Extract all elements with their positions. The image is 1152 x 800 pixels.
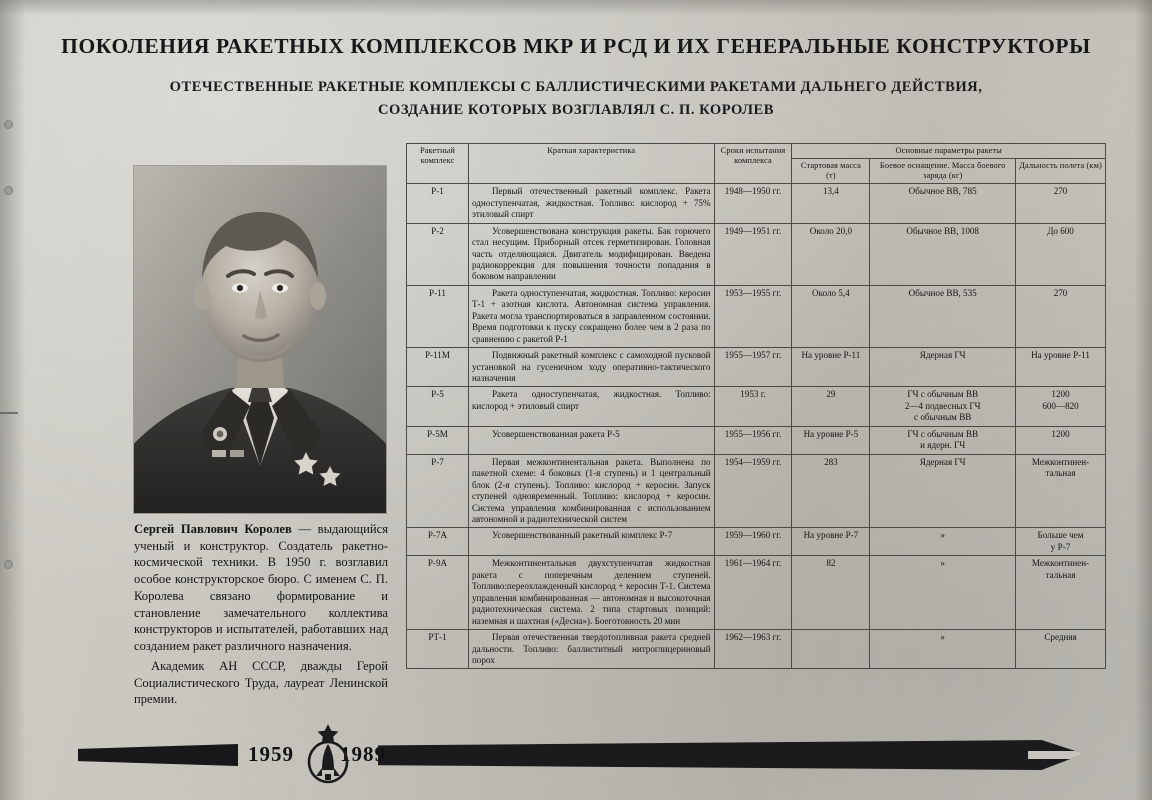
- th-dates: Сроки испытания комплекса: [714, 144, 792, 184]
- cell-characteristic: Первый отечественный ракетный комплекс. Ракета одноступенчатая, жидкостная. Топливо: кислород + 75% этиловый спирт: [468, 184, 714, 223]
- page-edge-top: [0, 0, 1152, 16]
- ribbon-left: [78, 744, 238, 766]
- cell-mass: 283: [792, 454, 870, 528]
- th-range: Дальность полета (км): [1016, 159, 1106, 184]
- cell-characteristic: Усовершенствована конструкция ракеты. Бак горючего стал несущим. Приборный отсек герметизирован. Головная часть отделяющаяся. Двигатель модифицирован. Введена радиокоррекция для повышения точности попадания в боковом направлении: [468, 223, 714, 285]
- table-row: [407, 348, 1106, 387]
- bio-paragraph-1: [134, 521, 388, 655]
- cell-mass: 29: [792, 387, 870, 426]
- cell-warhead: Ядерная ГЧ: [870, 348, 1016, 387]
- cell-dates: 1953 г.: [714, 387, 792, 426]
- cell-warhead: »: [870, 556, 1016, 630]
- cell-complex: Р-11М: [407, 348, 469, 387]
- table-row: [407, 223, 1106, 285]
- portrait-frame: [134, 166, 386, 513]
- portrait-image: [134, 166, 386, 513]
- page-subtitle-line1: ОТЕЧЕСТВЕННЫЕ РАКЕТНЫЕ КОМПЛЕКСЫ С БАЛЛИСТИЧЕСКИМИ РАКЕТАМИ ДАЛЬНЕГО ДЕЙСТВИЯ,: [169, 79, 983, 95]
- cell-range: Больше чем у Р-7: [1016, 528, 1106, 556]
- rocket-complex-table: [406, 143, 1106, 669]
- table-head: [407, 144, 1106, 184]
- margin-dot: [4, 120, 13, 129]
- table-row: [407, 426, 1106, 454]
- cell-range: 270: [1016, 184, 1106, 223]
- cell-characteristic: Подвижный ракетный комплекс с самоходной пусковой установкой на гусеничном ходу оперативно-тактического назначения: [468, 348, 714, 387]
- specs-table-container: [406, 143, 1106, 669]
- th-complex: Ракетный комплекс: [407, 144, 469, 184]
- cell-dates: 1955—1956 гг.: [714, 426, 792, 454]
- cell-range: 1200 600—820: [1016, 387, 1106, 426]
- cell-range: На уровне Р-11: [1016, 348, 1106, 387]
- page-title: ПОКОЛЕНИЯ РАКЕТНЫХ КОМПЛЕКСОВ МКР И РСД И ИХ ГЕНЕРАЛЬНЫЕ КОНСТРУКТОРЫ: [61, 34, 1091, 58]
- page-subtitle: [0, 76, 1152, 121]
- cell-dates: 1954—1959 гг.: [714, 454, 792, 528]
- cell-complex: Р-1: [407, 184, 469, 223]
- th-group-params: Основные параметры ракеты: [792, 144, 1106, 159]
- cell-mass: Около 20,0: [792, 223, 870, 285]
- anniversary-emblem-icon: [300, 722, 356, 784]
- cell-range: 270: [1016, 285, 1106, 347]
- cell-dates: 1955—1957 гг.: [714, 348, 792, 387]
- bio-paragraph-2: Академик АН СССР, дважды Герой Социалистического Труда, лауреат Ленинской премии.: [134, 658, 388, 707]
- table-body: [407, 184, 1106, 669]
- cell-dates: 1948—1950 гг.: [714, 184, 792, 223]
- cell-range: Межконтинен- тальная: [1016, 454, 1106, 528]
- bio-person-name: Сергей Павлович Королев: [134, 522, 292, 536]
- cell-mass: [792, 630, 870, 669]
- portrait-caption: [134, 521, 388, 708]
- margin-dot: [4, 560, 13, 569]
- cell-mass: 13,4: [792, 184, 870, 223]
- table-row: [407, 387, 1106, 426]
- cell-dates: 1962—1963 гг.: [714, 630, 792, 669]
- cell-warhead: »: [870, 528, 1016, 556]
- table-row: [407, 528, 1106, 556]
- year-end: 1989: [340, 742, 386, 766]
- year-start: 1959: [248, 742, 294, 766]
- cell-mass: На уровне Р-5: [792, 426, 870, 454]
- cell-warhead: Обычное ВВ, 1008: [870, 223, 1016, 285]
- bio-paragraph-1-text: — выдающийся ученый и конструктор. Создатель ракетно-космической техники. В 1950 г. возглавил особое конструкторское бюро. С именем С. П. Королева связано формирование и становление замечательного коллектива конструкторов и испытателей, работавших над созданием ракет различного назначения.: [134, 522, 388, 654]
- ribbon-right: [378, 740, 1084, 770]
- table-row: [407, 556, 1106, 630]
- table-row: [407, 630, 1106, 669]
- cell-complex: РТ-1: [407, 630, 469, 669]
- cell-characteristic: Межконтинентальная двухступенчатая жидкостная ракета с поперечным делением ступеней. Топливо:переохлажденный кислород + керосин Т-1. Система управления комбинированная — автономная и высокоточная радиотехническая система. 2 типа стартовых позиций: наземная и шахтная («Десна»). Боеготовность 20 мин: [468, 556, 714, 630]
- cell-complex: Р-2: [407, 223, 469, 285]
- cell-mass: На уровне Р-11: [792, 348, 870, 387]
- cell-dates: 1949—1951 гг.: [714, 223, 792, 285]
- cell-complex: Р-9А: [407, 556, 469, 630]
- table-row: [407, 184, 1106, 223]
- cell-warhead: ГЧ с обычным ВВ и ядерн. ГЧ: [870, 426, 1016, 454]
- cell-range: Межконтинен- тальная: [1016, 556, 1106, 630]
- cell-complex: Р-5М: [407, 426, 469, 454]
- cell-characteristic: Усовершенствованный ракетный комплекс Р-7: [468, 528, 714, 556]
- cell-warhead: Обычное ВВ, 535: [870, 285, 1016, 347]
- cell-characteristic: Ракета одноступенчатая, жидкостная. Топливо: кислород + этиловый спирт: [468, 387, 714, 426]
- cell-warhead: Ядерная ГЧ: [870, 454, 1016, 528]
- cell-dates: 1959—1960 гг.: [714, 528, 792, 556]
- th-mass: Стартовая масса (т): [792, 159, 870, 184]
- cell-complex: Р-7А: [407, 528, 469, 556]
- cell-complex: Р-5: [407, 387, 469, 426]
- margin-dot: [4, 186, 13, 195]
- cell-characteristic: Первая отечественная твердотопливная ракета средней дальности. Топливо: баллиститный нитроглицериновый порох: [468, 630, 714, 669]
- cell-mass: 82: [792, 556, 870, 630]
- cell-warhead: Обычное ВВ, 785: [870, 184, 1016, 223]
- cell-characteristic: Усовершенствованная ракета Р-5: [468, 426, 714, 454]
- cell-characteristic: Ракета одноступенчатая, жидкостная. Топливо: керосин Т-1 + азотная кислота. Автономная система управления. Ракета могла транспортироваться в заправленном состоянии. Время подготовки к пуску сокращено более чем в 2 раза по сравнению с ракетой Р-1: [468, 285, 714, 347]
- cell-characteristic: Первая межконтинентальная ракета. Выполнена по пакетной схеме: 4 боковых (1-я ступень) и 1 центральный блок (2-я ступень). Топливо: кислород + керосин. Запуск ступеней одновременный. Топливо: кислород + керосин. Система управления комбинированная с использованием автономной и радиотехнической систем: [468, 454, 714, 528]
- cell-mass: Около 5,4: [792, 285, 870, 347]
- cell-complex: Р-7: [407, 454, 469, 528]
- cell-warhead: »: [870, 630, 1016, 669]
- cell-range: 1200: [1016, 426, 1106, 454]
- page-subtitle-line2: СОЗДАНИЕ КОТОРЫХ ВОЗГЛАВЛЯЛ С. П. КОРОЛЕВ: [377, 101, 774, 118]
- cell-dates: 1961—1964 гг.: [714, 556, 792, 630]
- cell-mass: На уровне Р-7: [792, 528, 870, 556]
- th-characteristic: Краткая характеристика: [468, 144, 714, 184]
- cell-warhead: ГЧ с обычным ВВ 2—4 подвесных ГЧ с обычным ВВ: [870, 387, 1016, 426]
- th-warhead: Боевое оснащение. Масса боевого заряда (кг): [870, 159, 1016, 184]
- cell-dates: 1953—1955 гг.: [714, 285, 792, 347]
- table-header-row-1: [407, 144, 1106, 159]
- table-row: [407, 454, 1106, 528]
- cell-complex: Р-11: [407, 285, 469, 347]
- cell-range: Средняя: [1016, 630, 1106, 669]
- table-row: [407, 285, 1106, 347]
- margin-tick: [0, 412, 18, 414]
- anniversary-banner: [78, 726, 1084, 780]
- cell-range: До 600: [1016, 223, 1106, 285]
